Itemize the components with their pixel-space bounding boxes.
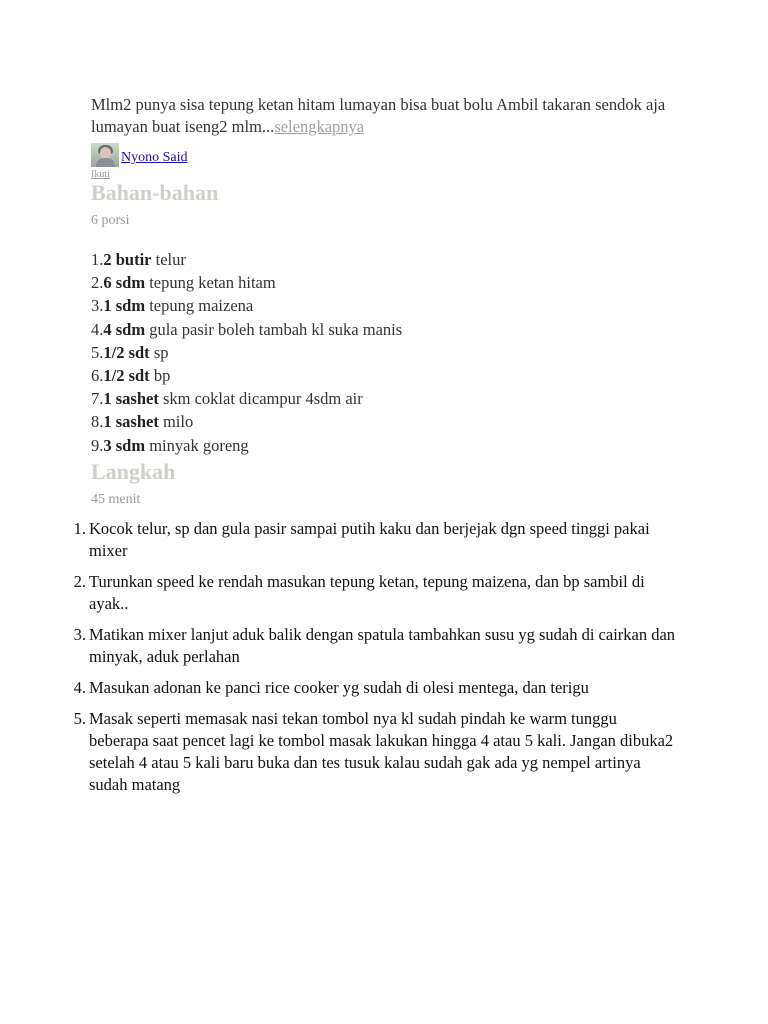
ingredient-item: 8.1 sashet milo	[91, 412, 194, 432]
avatar-body-shape	[96, 158, 115, 167]
step-item	[73, 624, 679, 668]
step-number: 4.	[73, 677, 86, 697]
steps-heading: Langkah	[91, 458, 176, 484]
steps-list	[73, 518, 679, 796]
step-number: 5.	[73, 708, 86, 728]
ingredient-item: 2.6 sdm tepung ketan hitam	[91, 273, 276, 293]
step-text: Matikan mixer lanjut aduk balik dengan spatula tambahkan susu yg sudah di cairkan dan minyak, aduk perlahan	[89, 624, 676, 666]
description-text: Mlm2 punya sisa tepung ketan hitam lumayan bisa buat bolu Ambil takaran sendok aja lumayan buat iseng2 mlm...	[91, 95, 666, 136]
follow-link[interactable]: Ikuti	[91, 169, 110, 180]
step-text: Masak seperti memasak nasi tekan tombol nya kl sudah pindah ke warm tunggu beberapa saat pencet lagi ke tombol masak lakukan hingga 4 atau 5 kali. Jangan dibuka2 setelah 4 atau 5 kali baru buka dan tes tusuk kalau sudah gak ada yg nempel artinya sudah matang	[89, 708, 674, 794]
recipe-description	[91, 94, 691, 138]
step-item	[73, 708, 679, 796]
step-number: 2.	[73, 571, 86, 591]
step-number: 1.	[73, 518, 86, 538]
servings-label: 6 porsi	[91, 213, 130, 228]
step-text: Kocok telur, sp dan gula pasir sampai putih kaku dan berjejak dgn speed tinggi pakai mixer	[89, 518, 650, 560]
ingredient-item: 6.1/2 sdt bp	[91, 366, 171, 386]
step-item	[73, 518, 679, 562]
duration-label: 45 menit	[91, 491, 141, 507]
ingredient-item: 4.4 sdm gula pasir boleh tambah kl suka manis	[91, 319, 403, 339]
step-number: 3.	[73, 624, 86, 644]
avatar[interactable]	[91, 143, 119, 167]
step-item	[73, 571, 679, 615]
ingredients-list	[91, 248, 691, 457]
read-more-link[interactable]: selengkapnya	[274, 117, 365, 136]
author-name-link[interactable]: Nyono Said	[121, 150, 188, 165]
recipe-page	[73, 94, 691, 805]
step-text: Turunkan speed ke rendah masukan tepung ketan, tepung maizena, dan bp sambil di ayak..	[89, 571, 645, 613]
ingredient-item: 7.1 sashet skm coklat dicampur 4sdm air	[91, 389, 363, 409]
ingredient-item: 5.1/2 sdt sp	[91, 342, 169, 362]
ingredient-item: 1.2 butir telur	[91, 250, 186, 269]
ingredient-item: 3.1 sdm tepung maizena	[91, 296, 254, 316]
ingredient-item: 9.3 sdm minyak goreng	[91, 435, 249, 455]
step-item	[73, 677, 679, 699]
author-row	[91, 143, 691, 167]
ingredients-heading: Bahan-bahan	[91, 180, 219, 205]
step-text: Masukan adonan ke panci rice cooker yg sudah di olesi mentega, dan terigu	[89, 677, 589, 697]
